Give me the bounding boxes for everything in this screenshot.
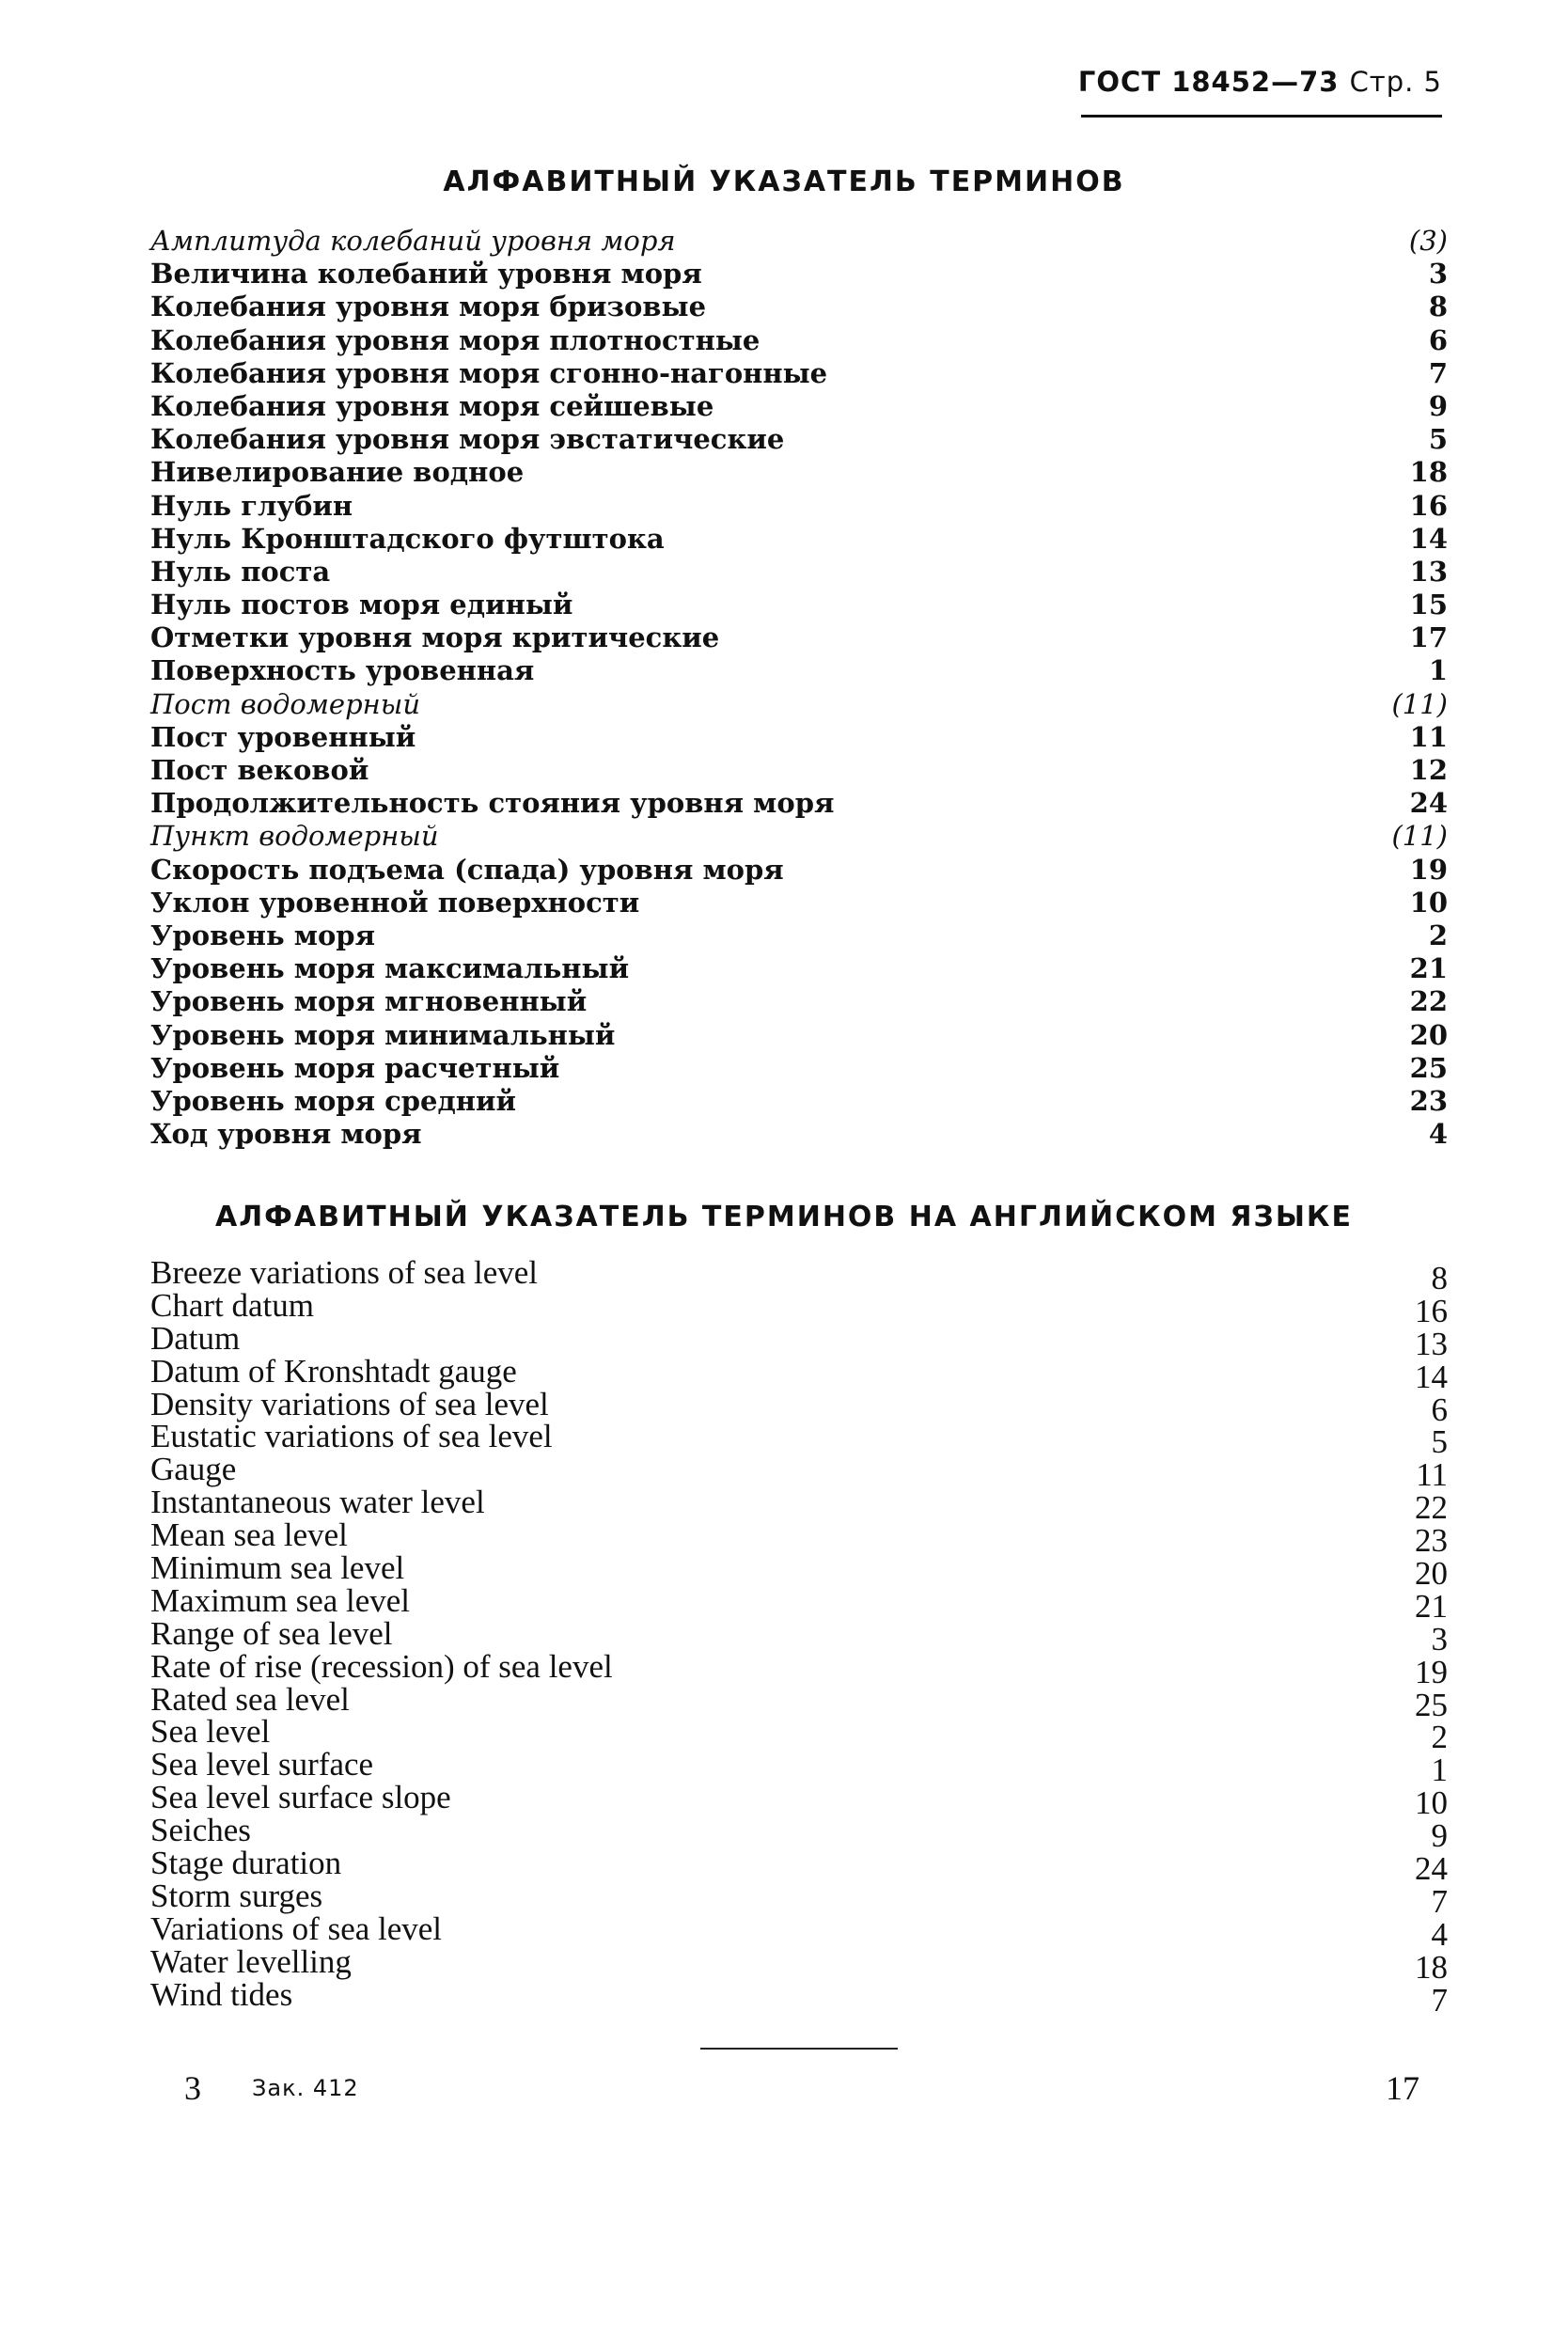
index-number: 25 bbox=[1409, 1051, 1448, 1084]
page-label: Стр. 5 bbox=[1349, 66, 1442, 98]
page-number: 17 bbox=[1386, 2069, 1419, 2107]
index-term: Пост вековой bbox=[150, 754, 369, 786]
index-number: 1 bbox=[1431, 1752, 1448, 1789]
index-number: 21 bbox=[1415, 1587, 1448, 1625]
footer-rule bbox=[700, 2048, 898, 2050]
index-number: 10 bbox=[1415, 1784, 1448, 1822]
index-term: Уровень моря bbox=[150, 919, 375, 951]
index-entry bbox=[150, 523, 1448, 556]
index-term: Нуль поста bbox=[150, 555, 331, 588]
index-number: 19 bbox=[1415, 1653, 1448, 1690]
index-term: Density variations of sea level bbox=[150, 1385, 549, 1422]
index-number: 23 bbox=[1415, 1522, 1448, 1560]
index-entry bbox=[150, 291, 1448, 323]
index-entry bbox=[150, 1942, 1448, 1986]
index-entry bbox=[150, 357, 1448, 390]
index-term: Datum of Kronshtadt gauge bbox=[150, 1352, 517, 1390]
index-term: Variations of sea level bbox=[150, 1909, 443, 1947]
index-term: Колебания уровня моря эвстатические bbox=[150, 423, 785, 456]
index-entry bbox=[150, 1484, 1448, 1527]
index-entry bbox=[150, 1713, 1448, 1756]
index-term: Уровень моря расчетный bbox=[150, 1051, 560, 1084]
index-number: 3 bbox=[1431, 1620, 1448, 1658]
index-number: (11) bbox=[1391, 687, 1448, 720]
index-entry bbox=[150, 1286, 1448, 1329]
index-entry bbox=[150, 787, 1448, 820]
index-entry bbox=[150, 556, 1448, 589]
index-entry bbox=[150, 1516, 1448, 1560]
index-number: 2 bbox=[1431, 1719, 1448, 1756]
index-term: Breeze variations of sea level bbox=[150, 1254, 539, 1291]
index-number: 4 bbox=[1428, 1118, 1448, 1151]
index-number: 9 bbox=[1431, 1817, 1448, 1855]
index-term: Величина колебаний уровня моря bbox=[150, 258, 702, 291]
index-number: 19 bbox=[1409, 853, 1448, 886]
index-entry bbox=[150, 1052, 1448, 1085]
index-entry bbox=[150, 1085, 1448, 1118]
index-number: 9 bbox=[1428, 389, 1448, 422]
index-number: (3) bbox=[1408, 225, 1448, 257]
index-term: Уровень моря мгновенный bbox=[150, 985, 588, 1018]
index-entry bbox=[150, 1549, 1448, 1593]
index-entry bbox=[150, 952, 1448, 985]
index-term: Уклон уровенной поверхности bbox=[150, 886, 640, 919]
index-number: 13 bbox=[1409, 555, 1448, 588]
index-number: 2 bbox=[1428, 919, 1448, 951]
index-entry bbox=[150, 423, 1448, 456]
index-term: Колебания уровня моря плотностные bbox=[150, 323, 760, 356]
index-entry bbox=[150, 1975, 1448, 2019]
index-entry bbox=[150, 1019, 1448, 1052]
index-entry bbox=[150, 390, 1448, 423]
index-number: 3 bbox=[1428, 258, 1448, 291]
index-entry bbox=[150, 887, 1448, 919]
index-term: Eustatic variations of sea level bbox=[150, 1418, 553, 1455]
index-number: 17 bbox=[1409, 621, 1448, 654]
index-entry bbox=[150, 1812, 1448, 1855]
index-number: 25 bbox=[1415, 1686, 1448, 1723]
index-entry bbox=[150, 1647, 1448, 1690]
index-term: Пост водомерный bbox=[150, 687, 421, 720]
index-term: Отметки уровня моря критические bbox=[150, 621, 720, 654]
index-entry bbox=[150, 688, 1448, 721]
index-term: Sea level surface slope bbox=[150, 1779, 451, 1816]
index-entry bbox=[150, 1418, 1448, 1461]
index-number: 16 bbox=[1409, 489, 1448, 522]
index-term: Wind tides bbox=[150, 1975, 293, 2013]
index-term: Нивелирование водное bbox=[150, 456, 525, 489]
index-term: Instantaneous water level bbox=[150, 1484, 485, 1521]
index-entry bbox=[150, 985, 1448, 1018]
sheet-number: 3 bbox=[184, 2069, 201, 2107]
index-term: Колебания уровня моря сейшевые bbox=[150, 389, 714, 422]
index-number: 1 bbox=[1428, 654, 1448, 687]
index-entry bbox=[150, 1877, 1448, 1920]
index-term: Нуль Кронштадского футштока bbox=[150, 522, 665, 555]
russian-index-title: АЛФАВИТНЫЙ УКАЗАТЕЛЬ ТЕРМИНОВ bbox=[443, 165, 1125, 198]
index-term: Chart datum bbox=[150, 1286, 314, 1324]
index-number: 23 bbox=[1409, 1084, 1448, 1117]
index-entry bbox=[150, 456, 1448, 489]
index-term: Колебания уровня моря сгонно-нагонные bbox=[150, 356, 828, 389]
index-number: 24 bbox=[1409, 787, 1448, 820]
index-number: 15 bbox=[1409, 589, 1448, 621]
index-number: 21 bbox=[1409, 952, 1448, 985]
index-entry bbox=[150, 1909, 1448, 1953]
index-number: 7 bbox=[1431, 1882, 1448, 1920]
index-entry bbox=[150, 1779, 1448, 1822]
index-number: 11 bbox=[1409, 720, 1448, 753]
index-term: Пункт водомерный bbox=[150, 820, 439, 853]
index-number: 14 bbox=[1409, 522, 1448, 555]
index-number: 13 bbox=[1415, 1325, 1448, 1362]
index-entry bbox=[150, 324, 1448, 357]
index-number: 18 bbox=[1409, 456, 1448, 489]
index-number: 12 bbox=[1409, 754, 1448, 786]
index-term: Ход уровня моря bbox=[150, 1118, 422, 1151]
page-header bbox=[1078, 66, 1442, 98]
index-number: 5 bbox=[1431, 1423, 1448, 1461]
index-term: Нуль постов моря единый bbox=[150, 589, 573, 621]
index-entry bbox=[150, 919, 1448, 952]
english-index-list bbox=[150, 1254, 1448, 2019]
index-term: Stage duration bbox=[150, 1845, 342, 1882]
order-number: Зак. 412 bbox=[252, 2075, 359, 2101]
index-term: Скорость подъема (спада) уровня моря bbox=[150, 853, 784, 886]
index-number: 20 bbox=[1409, 1018, 1448, 1051]
index-term: Уровень моря максимальный bbox=[150, 952, 630, 985]
index-term: Storm surges bbox=[150, 1877, 323, 1914]
index-number: 7 bbox=[1431, 1981, 1448, 2019]
index-number: 14 bbox=[1415, 1358, 1448, 1395]
index-term: Seiches bbox=[150, 1812, 251, 1849]
header-rule bbox=[1081, 115, 1442, 118]
index-entry bbox=[150, 1254, 1448, 1296]
index-entry bbox=[150, 1680, 1448, 1723]
index-number: 8 bbox=[1428, 291, 1448, 323]
index-entry bbox=[150, 1746, 1448, 1789]
index-entry bbox=[150, 721, 1448, 754]
index-entry bbox=[150, 490, 1448, 523]
standard-number: ГОСТ 18452—73 bbox=[1077, 66, 1340, 98]
index-entry bbox=[150, 820, 1448, 853]
index-term: Rate of rise (recession) of sea level bbox=[150, 1647, 613, 1685]
index-term: Уровень моря средний bbox=[150, 1084, 517, 1117]
index-term: Maximum sea level bbox=[150, 1581, 411, 1619]
index-number: 6 bbox=[1431, 1390, 1448, 1428]
index-term: Поверхность уровенная bbox=[150, 654, 535, 687]
index-number: 5 bbox=[1428, 423, 1448, 456]
index-entry bbox=[150, 1581, 1448, 1625]
russian-index-list bbox=[150, 225, 1448, 1151]
index-term: Пост уровенный bbox=[150, 720, 416, 753]
index-entry bbox=[150, 258, 1448, 291]
english-index-title: АЛФАВИТНЫЙ УКАЗАТЕЛЬ ТЕРМИНОВ НА АНГЛИЙСКОМ ЯЗЫКЕ bbox=[215, 1201, 1353, 1233]
index-number: 22 bbox=[1415, 1489, 1448, 1527]
index-term: Water levelling bbox=[150, 1942, 352, 1980]
index-number: 4 bbox=[1431, 1915, 1448, 1953]
index-number: 22 bbox=[1409, 985, 1448, 1018]
index-term: Minimum sea level bbox=[150, 1549, 405, 1587]
index-term: Sea level surface bbox=[150, 1746, 374, 1783]
index-entry bbox=[150, 1845, 1448, 1888]
index-term: Sea level bbox=[150, 1713, 271, 1751]
index-entry bbox=[150, 225, 1448, 258]
index-term: Продолжительность стояния уровня моря bbox=[150, 787, 835, 820]
index-term: Уровень моря минимальный bbox=[150, 1018, 616, 1051]
index-number: 8 bbox=[1431, 1260, 1448, 1296]
index-entry bbox=[150, 1319, 1448, 1362]
index-number: (11) bbox=[1391, 820, 1448, 853]
index-term: Амплитуда колебаний уровня моря bbox=[150, 225, 676, 257]
index-entry bbox=[150, 1614, 1448, 1658]
index-term: Range of sea level bbox=[150, 1614, 393, 1652]
index-entry bbox=[150, 1451, 1448, 1494]
index-entry bbox=[150, 654, 1448, 687]
index-number: 18 bbox=[1415, 1948, 1448, 1986]
index-number: 6 bbox=[1428, 323, 1448, 356]
index-entry bbox=[150, 1385, 1448, 1428]
index-entry bbox=[150, 854, 1448, 887]
index-term: Нуль глубин bbox=[150, 489, 353, 522]
index-number: 11 bbox=[1416, 1456, 1448, 1494]
index-entry bbox=[150, 1118, 1448, 1151]
index-entry bbox=[150, 621, 1448, 654]
index-number: 10 bbox=[1409, 886, 1448, 919]
index-number: 24 bbox=[1415, 1850, 1448, 1888]
index-term: Mean sea level bbox=[150, 1516, 348, 1554]
index-entry bbox=[150, 1352, 1448, 1395]
index-term: Gauge bbox=[150, 1451, 237, 1488]
index-entry bbox=[150, 754, 1448, 787]
index-number: 20 bbox=[1415, 1555, 1448, 1593]
index-number: 7 bbox=[1428, 356, 1448, 389]
index-term: Datum bbox=[150, 1319, 241, 1357]
index-number: 16 bbox=[1415, 1292, 1448, 1329]
index-term: Колебания уровня моря бризовые bbox=[150, 291, 707, 323]
index-term: Rated sea level bbox=[150, 1680, 350, 1718]
index-entry bbox=[150, 589, 1448, 621]
